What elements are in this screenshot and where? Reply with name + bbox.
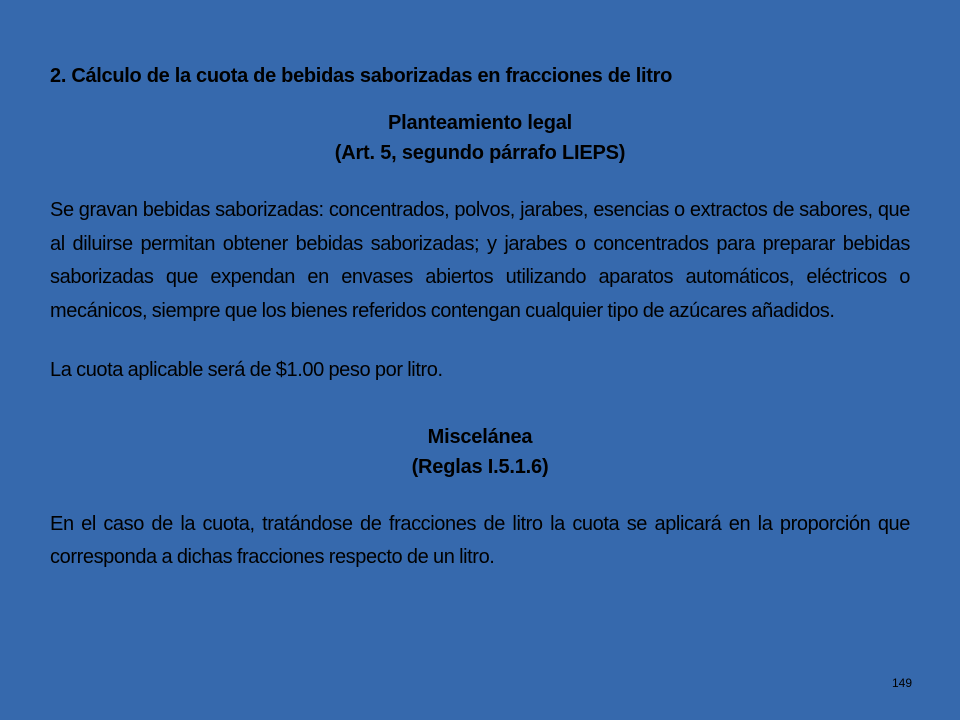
slide-heading: 2. Cálculo de la cuota de bebidas saborizadas en fracciones de litro [50,65,673,87]
spacer [50,482,910,508]
spacer [50,388,910,422]
paragraph-fractions: En el caso de la cuota, tratándose de fracciones de litro la cuota se aplicará en la proporción que corresponda a dichas fracciones respecto de un litro. [50,512,910,568]
paragraph-legal-description: Se gravan bebidas saborizadas: concentrados, polvos, jarabes, esencias o extractos de sabores, que al diluirse permitan obtener bebidas saborizadas; y jarabes o concentrados para preparar bebidas saborizadas que expendan en envases abiertos utilizando aparatos automáticos, eléctricos o mecánicos, siempre que los bienes referidos contengan cualquier tipo de azúcares añadidos. [50,199,910,322]
paragraph-rate: La cuota aplicable será de $1.00 peso por litro. [50,359,443,381]
page-number: 149 [891,676,912,690]
section-subtitle-miscelanea: (Reglas I.5.1.6) [411,455,549,478]
slide-content [50,64,910,575]
section-title-miscelanea: Miscelánea [427,425,533,448]
spacer [50,168,910,194]
section-subtitle-legal: (Art. 5, segundo párrafo LIEPS) [334,142,626,164]
spacer [50,328,910,354]
section-title-legal: Planteamiento legal [387,112,573,134]
